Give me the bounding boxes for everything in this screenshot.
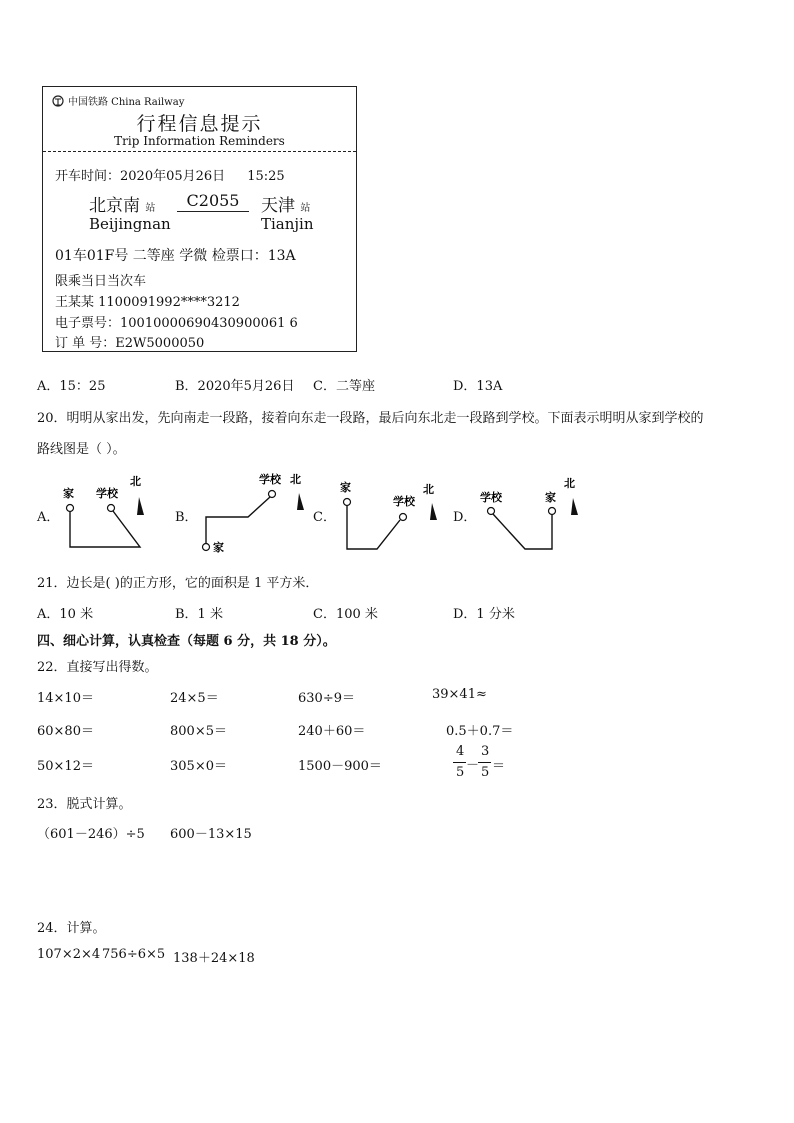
fraction-b-numerator: 3	[481, 744, 490, 759]
q19-option-d[interactable]: D．13A	[453, 379, 503, 394]
q20-label-c[interactable]: C．	[313, 510, 336, 525]
q23-title: 23．脱式计算。	[37, 797, 132, 812]
to-station: 天津 站	[261, 196, 311, 216]
departure-time: 15:25	[247, 169, 285, 184]
q24-item-3: 138＋24×18	[173, 951, 255, 966]
q22-r1-c2: 24×5＝	[170, 691, 219, 706]
section-4-heading: 四、细心计算，认真检查（每题 6 分，共 18 分）。	[37, 634, 336, 649]
dashed-divider	[43, 151, 356, 152]
north-arrow-icon	[430, 503, 437, 520]
q24-item-1: 107×2×4	[37, 947, 101, 962]
route-c-home-label: 家	[340, 481, 351, 494]
q22-r1-c3: 630÷9＝	[298, 691, 355, 706]
route-d	[480, 477, 578, 549]
q20-text-line2: 路线图是（ ）。	[37, 442, 126, 457]
q21-option-b[interactable]: B．1 米	[175, 607, 223, 622]
q21-option-a[interactable]: A．10 米	[37, 607, 94, 622]
from-station: 北京南 站	[89, 196, 156, 216]
ticket-title: 行程信息提示	[136, 113, 263, 135]
route-b-north-label: 北	[290, 473, 301, 486]
route-a-school-label: 学校	[96, 487, 118, 500]
railway-logo	[52, 93, 184, 108]
q22-r1-c4: 39×41≈	[432, 687, 487, 702]
route-b-home-label: 家	[213, 541, 224, 554]
q22-title: 22．直接写出得数。	[37, 660, 158, 675]
route-d-school-label: 学校	[480, 491, 502, 504]
route-d-north-label: 北	[564, 477, 575, 490]
q21-option-d[interactable]: D．1 分米	[453, 607, 515, 622]
q22-r2-c4: 0.5＋0.7＝	[446, 724, 514, 739]
route-b-school-label: 学校	[259, 473, 281, 486]
fraction-a-numerator: 4	[456, 744, 465, 759]
q24-title: 24．计算。	[37, 921, 106, 936]
departure-label: 开车时间：	[55, 169, 121, 184]
q20-text-line1: 20．明明从家出发，先向南走一段路，接着向东走一段路，最后向东北走一段路到学校。下面表示明明从家到学校的	[37, 411, 704, 426]
q23-item-1: （601－246）÷5	[37, 827, 145, 842]
route-c-path	[347, 506, 400, 549]
railway-logo-icon	[52, 95, 64, 107]
q19-option-c[interactable]: C．二等座	[313, 379, 375, 394]
route-b-path	[206, 497, 270, 543]
q21-option-c[interactable]: C．100 米	[313, 607, 378, 622]
route-c	[340, 480, 437, 549]
route-c-school-label: 学校	[393, 495, 415, 508]
route-d-home-label: 家	[545, 491, 556, 504]
q23-item-2: 600－13×15	[170, 827, 252, 842]
fraction-b-denominator: 5	[481, 765, 490, 780]
q22-r2-c1: 60×80＝	[37, 724, 94, 739]
q20-label-b[interactable]: B．	[175, 510, 198, 525]
ticket-title-en: Trip Information Reminders	[114, 134, 285, 148]
to-pinyin: Tianjin	[261, 215, 314, 233]
seat-line: 01车01F号 二等座 学微 检票口：13A	[55, 248, 296, 264]
q21-text: 21．边长是( )的正方形，它的面积是 1 平方米．	[37, 576, 319, 591]
north-arrow-icon	[297, 493, 304, 510]
route-a-north-label: 北	[130, 475, 141, 488]
fraction-a-denominator: 5	[456, 765, 465, 780]
order-line: 订 单 号：E2W5000050	[55, 336, 205, 351]
route-c-north-label: 北	[423, 483, 434, 496]
q22-r3-c2: 305×0＝	[170, 759, 227, 774]
fraction-operator: －	[466, 758, 480, 773]
train-ticket	[42, 86, 357, 352]
logo-text: 中国铁路 China Railway	[68, 97, 185, 108]
q20-label-a[interactable]: A．	[37, 510, 60, 525]
route-a	[63, 475, 144, 547]
from-pinyin: Beijingnan	[89, 215, 171, 233]
q22-r2-c3: 240＋60＝	[298, 724, 366, 739]
departure-date: 2020年05月26日	[120, 169, 226, 184]
eticket-line: 电子票号：10010000690430900061 6	[55, 316, 298, 331]
fraction-b-bar	[478, 762, 491, 763]
q20-label-d[interactable]: D．	[453, 510, 477, 525]
route-d-path	[493, 514, 552, 549]
q19-option-b[interactable]: B．2020年5月26日	[175, 379, 295, 394]
fraction-equals: ＝	[492, 759, 506, 774]
q24-item-2: 756÷6×5	[102, 947, 166, 962]
route-diagrams-svg	[0, 465, 794, 560]
q22-r1-c1: 14×10＝	[37, 691, 94, 706]
q22-r2-c2: 800×5＝	[170, 724, 227, 739]
valid-line: 限乘当日当次车	[55, 274, 147, 289]
q22-r3-c1: 50×12＝	[37, 759, 94, 774]
departure-line	[55, 165, 285, 184]
north-arrow-icon	[571, 498, 578, 515]
route-b	[203, 472, 305, 554]
passenger-line: 王某某 1100091992****3212	[55, 295, 240, 310]
q22-r3-c3: 1500－900＝	[298, 759, 382, 774]
q19-option-a[interactable]: A．15：25	[37, 379, 106, 394]
route-a-path	[70, 511, 140, 547]
north-arrow-icon	[137, 497, 144, 515]
route-a-home-label: 家	[63, 487, 74, 500]
train-number: C2055	[177, 191, 249, 212]
fraction-a-bar	[453, 762, 466, 763]
